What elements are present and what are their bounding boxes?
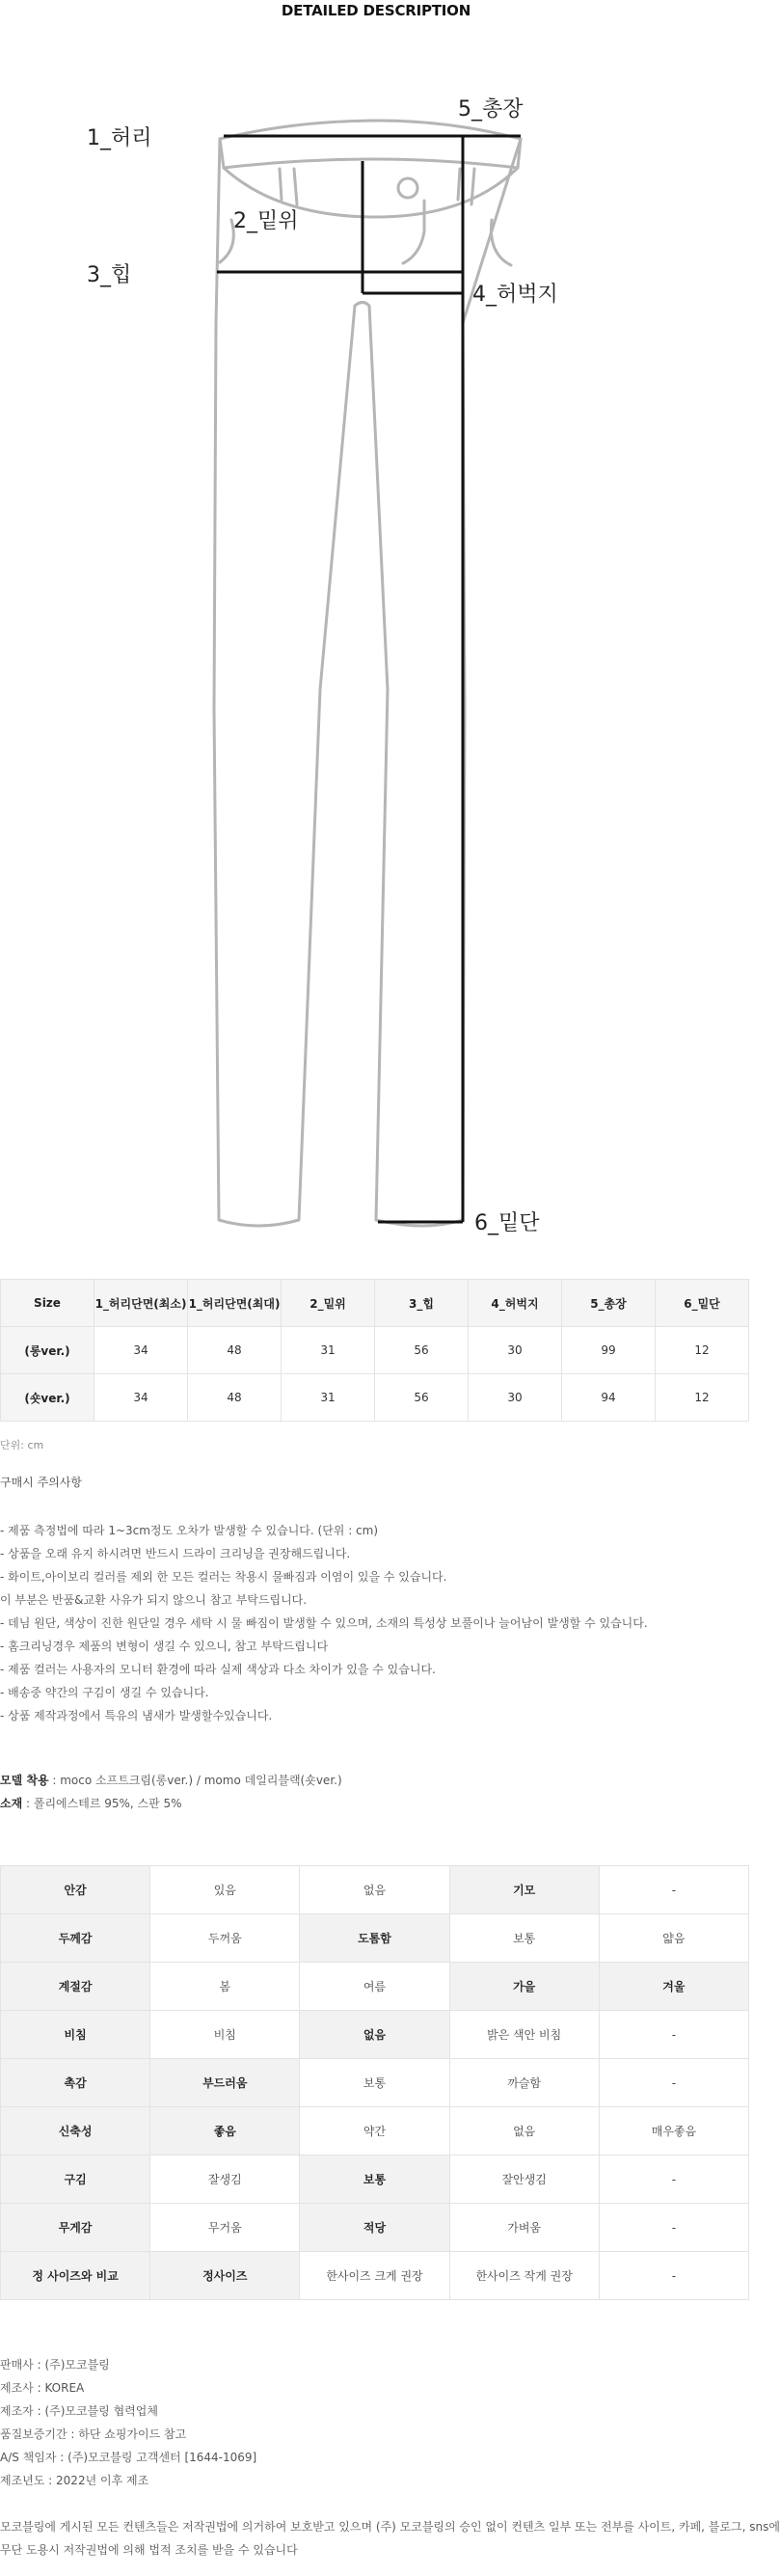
fit-category-cell: 촉감: [1, 2059, 150, 2107]
copyright-line: 무단 도용시 저작권법에 의해 법적 조치를 받을 수 있습니다: [0, 2543, 298, 2557]
info-line: 품질보증기간 : 하단 쇼핑가이드 참고: [0, 2427, 187, 2441]
size-row-label: (롱ver.): [1, 1327, 94, 1374]
info-line: 제조년도 : 2022년 이후 제조: [0, 2474, 149, 2487]
waistband-outline: [220, 139, 521, 168]
unit-note: 단위: cm: [0, 1439, 44, 1451]
info-line: 제조사 : KOREA: [0, 2381, 85, 2395]
notes-line: - 데님 원단, 색상이 진한 원단일 경우 세탁 시 물 빠짐이 발생할 수 있으며, 소재의 특성상 보풀이나 늘어남이 발생할 수 있습니다.: [0, 1616, 648, 1630]
notes-line: 이 부분은 반품&교환 사유가 되지 않으니 참고 부탁드립니다.: [0, 1593, 308, 1607]
fit-option-cell: 잘생김: [150, 2156, 300, 2204]
fabric-value: : 폴리에스테르 95%, 스판 5%: [22, 1797, 182, 1810]
fabric-line: [0, 1792, 342, 1815]
fit-option-cell: 얇음: [599, 1914, 748, 1963]
fit-option-cell: -: [599, 2011, 748, 2059]
info-line: 제조자 : (주)모코블링 협력업체: [0, 2404, 158, 2418]
fit-selected-option: 적당: [300, 2204, 449, 2252]
size-cell: 12: [656, 1327, 749, 1374]
fit-category-cell: 구김: [1, 2156, 150, 2204]
table-row: [1, 2011, 749, 2059]
table-row: [1, 1963, 749, 2011]
size-cell: 99: [562, 1327, 656, 1374]
purchase-notes: [0, 1474, 752, 1727]
size-table-header-row: [1, 1280, 749, 1327]
size-cell: 31: [282, 1374, 375, 1422]
fit-option-cell: 가벼움: [449, 2204, 599, 2252]
table-row: [1, 1327, 749, 1374]
size-table-header: 1_허리단면(최대): [188, 1280, 282, 1327]
fit-option-cell: 없음: [300, 1866, 449, 1914]
label-hem: 6_밑단: [474, 1211, 540, 1235]
size-cell: 30: [469, 1327, 562, 1374]
size-table-header: 4_허벅지: [469, 1280, 562, 1327]
size-table: [0, 1279, 749, 1422]
size-cell: 56: [375, 1374, 469, 1422]
notes-line: - 상품을 오래 유지 하시려면 반드시 드라이 크리닝을 권장해드립니다.: [0, 1547, 351, 1560]
fit-selected-option: 없음: [300, 2011, 449, 2059]
model-wear-value: : moco 소프트크림(롱ver.) / momo 데일리블랙(숏ver.): [48, 1774, 342, 1787]
size-cell: 48: [188, 1327, 282, 1374]
size-cell: 12: [656, 1374, 749, 1422]
fit-option-cell: 잘안생김: [449, 2156, 599, 2204]
size-table-header: 1_허리단면(최소): [94, 1280, 188, 1327]
fit-selected-option: 좋음: [150, 2107, 300, 2156]
fit-selected-option: 보통: [300, 2156, 449, 2204]
size-cell: 31: [282, 1327, 375, 1374]
fit-option-cell: 두꺼움: [150, 1914, 300, 1963]
label-length: 5_총장: [458, 97, 524, 122]
fit-option-cell: 한사이즈 크게 권장: [300, 2252, 449, 2300]
size-cell: 30: [469, 1374, 562, 1422]
fit-category-cell: 두께감: [1, 1914, 150, 1963]
fly-stitch: [403, 201, 424, 263]
fit-option-cell: 무거움: [150, 2204, 300, 2252]
size-table-header: 6_밑단: [656, 1280, 749, 1327]
button-icon: [398, 178, 417, 198]
table-row: [1, 2252, 749, 2300]
model-wear-line: [0, 1769, 342, 1792]
fit-option-cell: 약간: [300, 2107, 449, 2156]
label-hip: 3_힙: [87, 263, 132, 287]
fit-category-cell: 계절감: [1, 1963, 150, 2011]
model-info: [0, 1769, 342, 1815]
pants-illustration: [87, 92, 675, 1235]
notes-line: - 홈크리닝경우 제품의 변형이 생길 수 있으니, 참고 부탁드립니다: [0, 1640, 329, 1653]
fit-option-cell: 까슬함: [449, 2059, 599, 2107]
belt-loop-left: [280, 169, 297, 204]
fit-option-cell: 봄: [150, 1963, 300, 2011]
page-title: DETAILED DESCRIPTION: [281, 2, 471, 19]
product-info: [0, 2353, 256, 2492]
fit-selected-option: 겨울: [599, 1963, 748, 2011]
fit-option-cell: 없음: [449, 2107, 599, 2156]
size-table-header: 5_총장: [562, 1280, 656, 1327]
fit-selected-option: 가을: [449, 1963, 599, 2011]
fit-category-cell: 안감: [1, 1866, 150, 1914]
fit-option-cell: 밝은 색안 비침: [449, 2011, 599, 2059]
fit-option-cell: -: [599, 2059, 748, 2107]
belt-loop-right: [458, 169, 474, 204]
fit-option-cell: 비침: [150, 2011, 300, 2059]
notes-line: - 배송중 약간의 구김이 생길 수 있습니다.: [0, 1686, 209, 1699]
size-cell: 48: [188, 1374, 282, 1422]
label-waist: 1_허리: [87, 126, 152, 150]
notes-line: - 제품 컬러는 사용자의 모니터 환경에 따라 실제 색상과 다소 차이가 있을 수 있습니다.: [0, 1663, 436, 1676]
fit-option-cell: 한사이즈 작게 권장: [449, 2252, 599, 2300]
pants-measurement-diagram: [87, 92, 675, 1235]
size-row-label: (숏ver.): [1, 1374, 94, 1422]
label-rise: 2_밑위: [233, 209, 299, 233]
fit-selected-option: 부드러움: [150, 2059, 300, 2107]
model-wear-label: 모델 착용: [0, 1774, 49, 1787]
fit-selected-option: 기모: [449, 1866, 599, 1914]
table-row: [1, 1866, 749, 1914]
fit-option-cell: 있음: [150, 1866, 300, 1914]
info-line: 판매사 : (주)모코블링: [0, 2358, 110, 2372]
fit-attributes-table: [0, 1865, 749, 2300]
fit-option-cell: -: [599, 1866, 748, 1914]
table-row: [1, 2204, 749, 2252]
fit-option-cell: -: [599, 2252, 748, 2300]
size-table-header: Size: [1, 1280, 94, 1327]
table-row: [1, 1914, 749, 1963]
notes-line: - 상품 제작과정에서 특유의 냄새가 발생할수있습니다.: [0, 1709, 273, 1722]
fit-option-cell: 매우좋음: [599, 2107, 748, 2156]
size-table-header: 3_힙: [375, 1280, 469, 1327]
size-cell: 94: [562, 1374, 656, 1422]
label-thigh: 4_허벅지: [472, 283, 558, 307]
copyright-notice: [0, 2515, 780, 2562]
fit-category-cell: 정 사이즈와 비교: [1, 2252, 150, 2300]
fit-category-cell: 비침: [1, 2011, 150, 2059]
fit-option-cell: -: [599, 2156, 748, 2204]
fit-option-cell: 보통: [300, 2059, 449, 2107]
fit-option-cell: 여름: [300, 1963, 449, 2011]
table-row: [1, 2156, 749, 2204]
notes-line: - 제품 측정법에 따라 1~3cm정도 오차가 발생할 수 있습니다. (단위 : cm): [0, 1524, 379, 1537]
copyright-line: 모코블링에 게시된 모든 컨텐츠들은 저작권법에 의거하여 보호받고 있으며 (주) 모코블링의 승인 없이 컨텐츠 일부 또는 전부를 사이트, 카페, 블로그, sns에: [0, 2520, 780, 2534]
size-cell: 34: [94, 1374, 188, 1422]
fit-category-cell: 신축성: [1, 2107, 150, 2156]
notes-line: - 화이트,아이보리 컬러를 제외 한 모든 컬러는 착용시 물빠짐과 이염이 있을 수 있습니다.: [0, 1570, 447, 1584]
notes-heading: 구매시 주의사항: [0, 1476, 82, 1489]
fit-option-cell: 보통: [449, 1914, 599, 1963]
fit-selected-option: 도톰함: [300, 1914, 449, 1963]
size-cell: 34: [94, 1327, 188, 1374]
pocket-left: [220, 220, 233, 262]
size-cell: 56: [375, 1327, 469, 1374]
info-line: A/S 책임자 : (주)모코블링 고객센터 [1644-1069]: [0, 2451, 257, 2464]
table-row: [1, 1374, 749, 1422]
fit-selected-option: 정사이즈: [150, 2252, 300, 2300]
fit-category-cell: 무게감: [1, 2204, 150, 2252]
fit-option-cell: -: [599, 2204, 748, 2252]
table-row: [1, 2107, 749, 2156]
table-row: [1, 2059, 749, 2107]
size-table-header: 2_밑위: [282, 1280, 375, 1327]
fabric-label: 소재: [0, 1797, 23, 1810]
